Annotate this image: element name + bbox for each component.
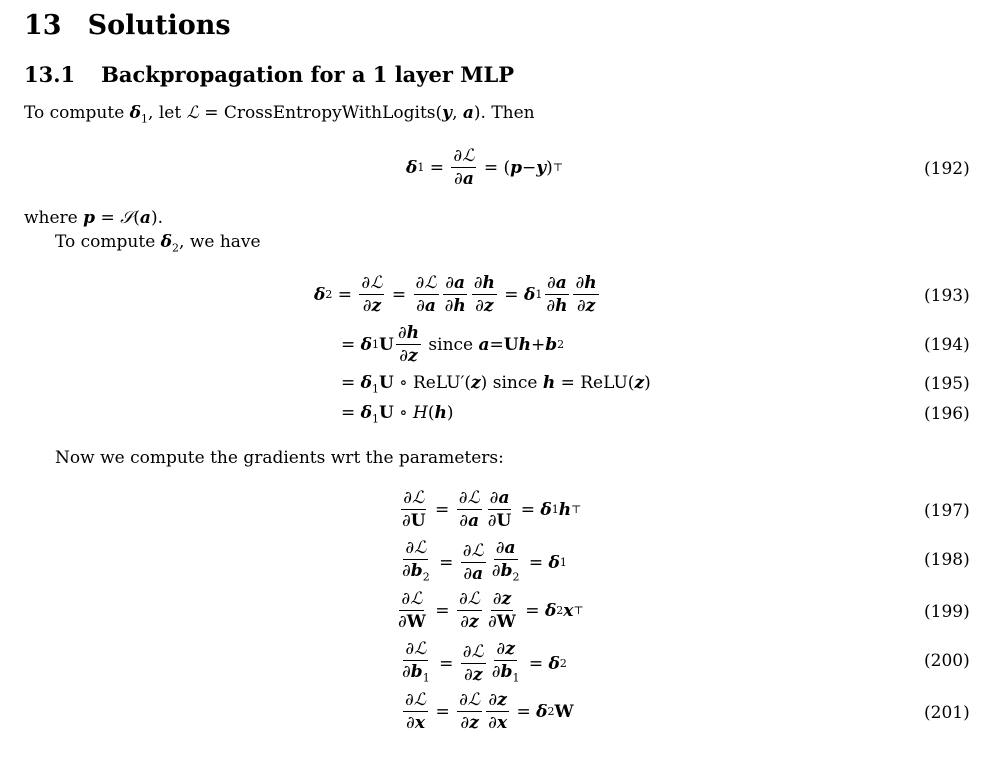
paragraph-2: where p = 𝒮(a). [24, 208, 163, 228]
equation-193: δ 2 = $\frac{\text{∂ℒ}}{\partial z}$ = $\frac{\text{∂ℒ}}{\partial a}$ $\frac{\partial a}{\partial h}$ $\frac{\partial h}{\partial z}$ = δ 1 $\frac{\partial a}{\partial h}$ $\frac{\partial h}{\partial z}$ [314, 273, 597, 316]
paragraph-4: Now we compute the gradients wrt the parameters: [55, 448, 504, 468]
equation-number: (198) [924, 550, 970, 570]
equation-number: (196) [924, 404, 970, 424]
equation-number: (200) [924, 651, 970, 671]
equation-number: (193) [924, 286, 970, 306]
paragraph-3: To compute $\delta_2$, we have [55, 232, 261, 255]
section-title: Solutions [87, 10, 231, 41]
equation-195: = $\delta_1U$ ∘ ReLU′(z) since h = ReLU(z) [341, 373, 651, 396]
equation-number: (195) [924, 374, 970, 394]
equation-number: (199) [924, 602, 970, 622]
subsection-heading [24, 62, 514, 87]
equation-194: = δ 1 U $\frac{\partial h}{\partial z}$ since a = U h + b 2 [341, 323, 565, 366]
equation-number: (192) [924, 159, 970, 179]
equation-200: $\frac{\text{∂ℒ}}{\partial b_1}$ = $\frac{\text{∂ℒ}}{\partial z}$ $\frac{\partial z}{\partial b_1}$ = δ 2 [402, 639, 567, 686]
paragraph-1: To compute $\delta_1$, let ℒ = CrossEntropyWithLogits(y, a). Then [24, 103, 535, 126]
equation-197: $\frac{\text{∂ℒ}}{\partial U}$ = $\frac{\text{∂ℒ}}{\partial a}$ $\frac{\partial a}{\partial U}$ = δ 1 h ⊤ [402, 488, 582, 531]
equation-number: (201) [924, 703, 970, 723]
equation-number: (194) [924, 335, 970, 355]
equation-192: δ 1 = $\frac{\text{∂ℒ}}{\partial a}$ = ( p − y ) ⊤ [406, 146, 564, 189]
section-heading [24, 10, 231, 41]
subsection-number: 13.1 [24, 62, 76, 87]
equation-number: (197) [924, 501, 970, 521]
equation-199: $\frac{\text{∂ℒ}}{\partial W}$ = $\frac{\text{∂ℒ}}{\partial z}$ $\frac{\partial z}{\partial W}$ = δ 2 x ⊤ [398, 589, 584, 632]
equation-201: $\frac{\text{∂ℒ}}{\partial x}$ = $\frac{\text{∂ℒ}}{\partial z}$ $\frac{\partial z}{\partial x}$ = δ 2 W [405, 690, 574, 733]
subsection-title: Backpropagation for a 1 layer MLP [101, 62, 515, 87]
equation-198: $\frac{\text{∂ℒ}}{\partial b_2}$ = $\frac{\text{∂ℒ}}{\partial a}$ $\frac{\partial a}{\partial b_2}$ = δ 1 [402, 538, 567, 585]
section-number: 13 [24, 10, 62, 41]
equation-196: = $\delta_1U$ ∘ H(h) [341, 403, 454, 426]
